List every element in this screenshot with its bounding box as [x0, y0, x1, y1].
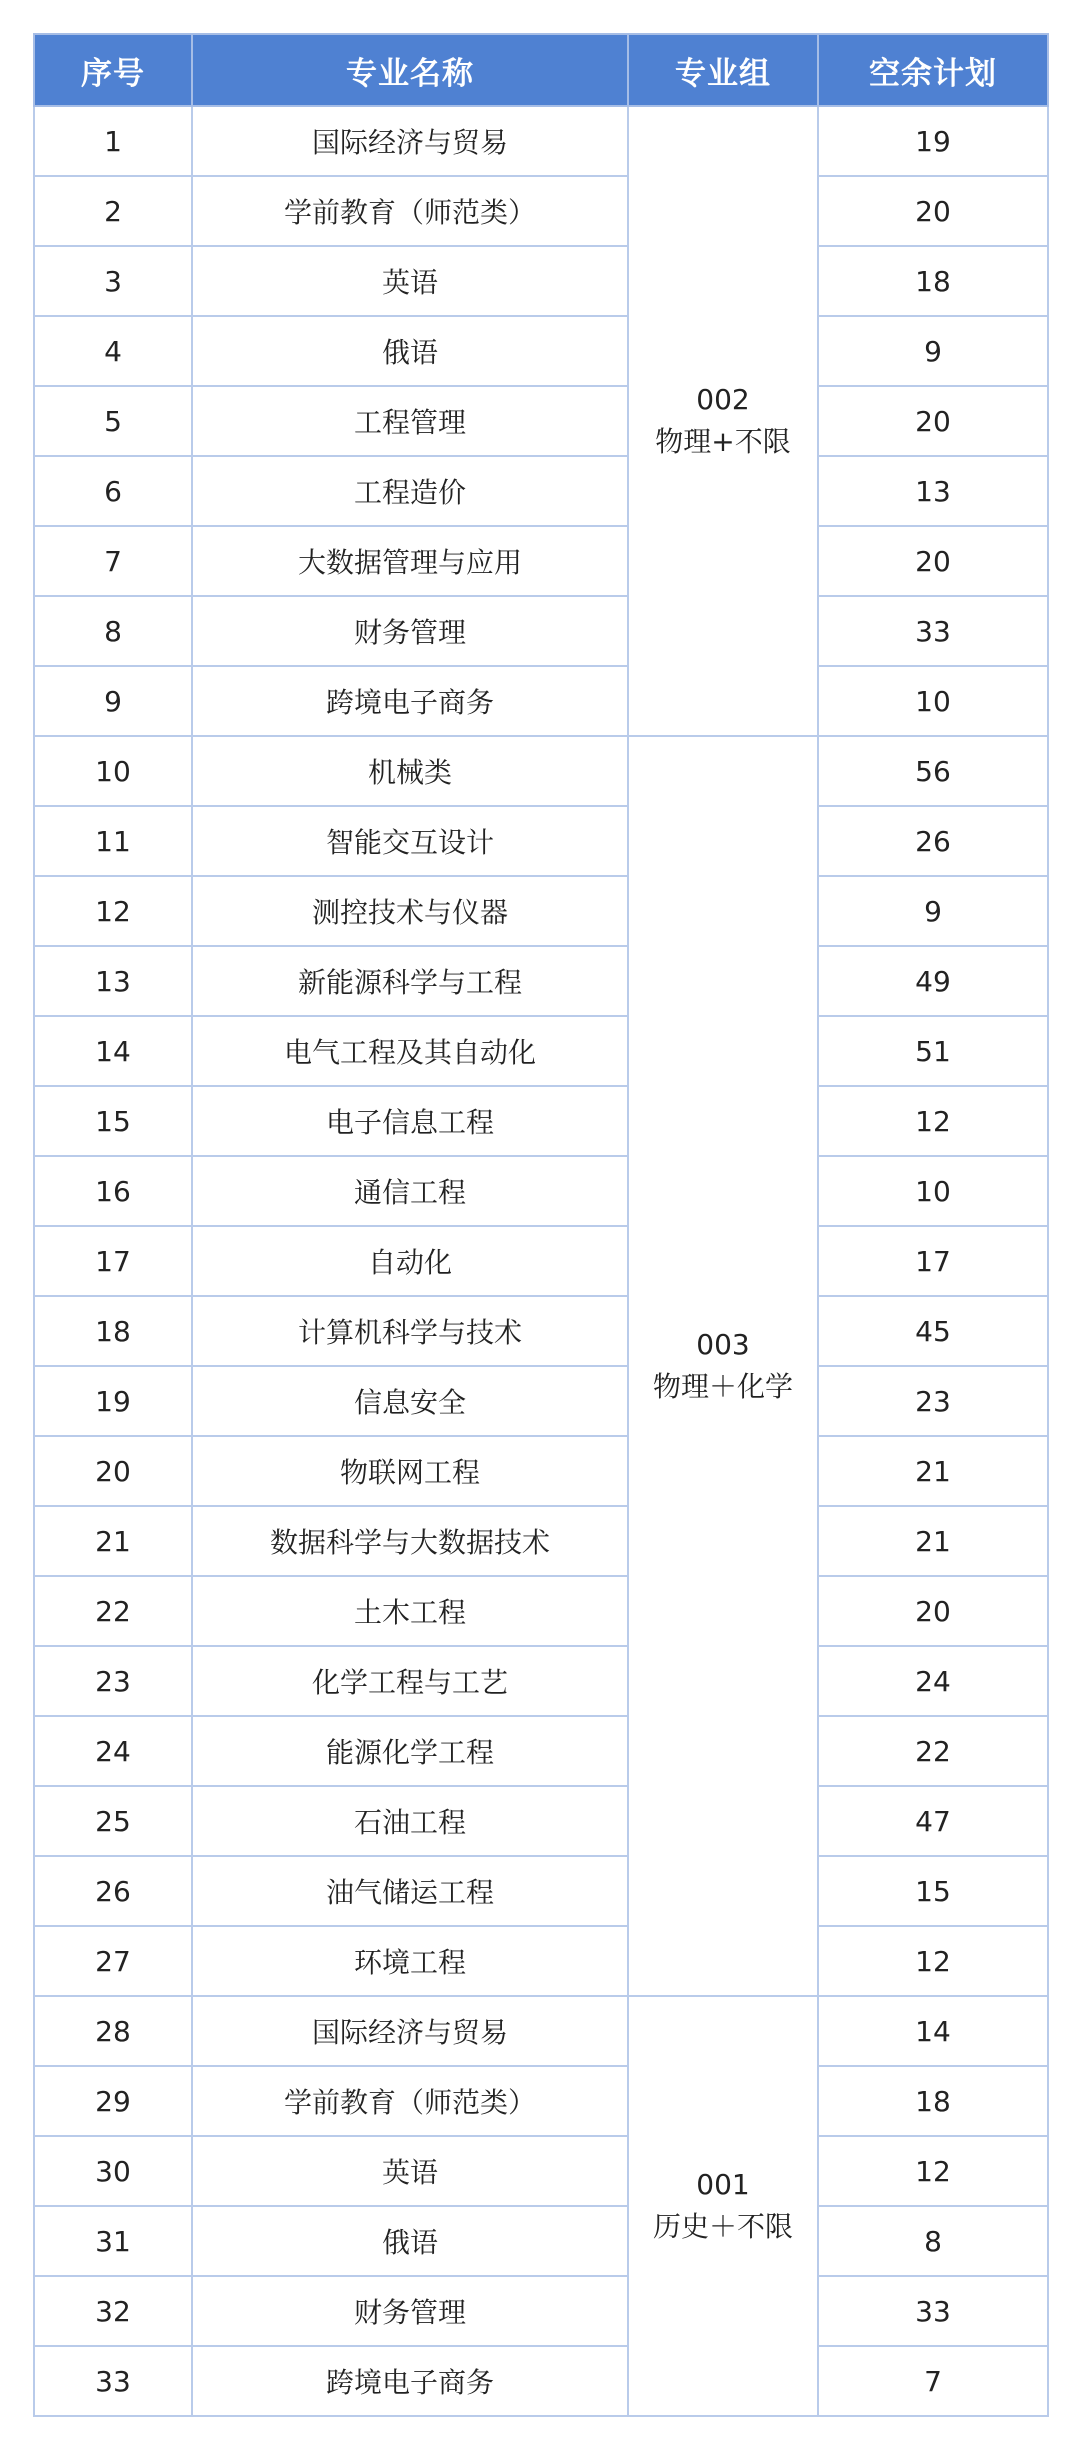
group-subjects: 物理+不限: [655, 425, 791, 458]
group-code: 001: [696, 2168, 750, 2201]
table-row: [34, 1786, 1048, 1856]
serial-number-cell: 16: [34, 1156, 192, 1226]
major-name-cell: 智能交互设计: [192, 806, 628, 876]
table-row: [34, 2346, 1048, 2416]
major-name-cell: 测控技术与仪器: [192, 876, 628, 946]
table-row: [34, 876, 1048, 946]
major-name-cell: 石油工程: [192, 1786, 628, 1856]
major-name-cell: 俄语: [192, 316, 628, 386]
remaining-plan-cell: 21: [818, 1436, 1048, 1506]
major-name-cell: 学前教育（师范类）: [192, 176, 628, 246]
major-name-cell: 跨境电子商务: [192, 2346, 628, 2416]
major-name-cell: 俄语: [192, 2206, 628, 2276]
table-row: [34, 1436, 1048, 1506]
serial-number-cell: 28: [34, 1996, 192, 2066]
major-name-cell: 工程管理: [192, 386, 628, 456]
remaining-plan-cell: 7: [818, 2346, 1048, 2416]
remaining-plan-cell: 9: [818, 316, 1048, 386]
majors-table-container: [33, 33, 1047, 2417]
serial-number-cell: 2: [34, 176, 192, 246]
table-row: [34, 806, 1048, 876]
major-name-cell: 物联网工程: [192, 1436, 628, 1506]
table-row: [34, 2276, 1048, 2346]
header-row: [34, 34, 1048, 106]
header-major-name: 专业名称: [192, 34, 628, 106]
table-row: [34, 596, 1048, 666]
serial-number-cell: 19: [34, 1366, 192, 1436]
remaining-plan-cell: 20: [818, 1576, 1048, 1646]
major-name-cell: 电气工程及其自动化: [192, 1016, 628, 1086]
major-name-cell: 计算机科学与技术: [192, 1296, 628, 1366]
serial-number-cell: 22: [34, 1576, 192, 1646]
table-row: [34, 456, 1048, 526]
major-name-cell: 财务管理: [192, 2276, 628, 2346]
major-name-cell: 通信工程: [192, 1156, 628, 1226]
table-row: [34, 2066, 1048, 2136]
table-row: [34, 1646, 1048, 1716]
serial-number-cell: 30: [34, 2136, 192, 2206]
remaining-plan-cell: 12: [818, 1086, 1048, 1156]
serial-number-cell: 7: [34, 526, 192, 596]
table-row: [34, 946, 1048, 1016]
serial-number-cell: 13: [34, 946, 192, 1016]
remaining-plan-cell: 24: [818, 1646, 1048, 1716]
table-row: [34, 1366, 1048, 1436]
major-name-cell: 英语: [192, 246, 628, 316]
remaining-plan-cell: 56: [818, 736, 1048, 806]
header-serial-number: 序号: [34, 34, 192, 106]
table-row: [34, 316, 1048, 386]
remaining-plan-cell: 51: [818, 1016, 1048, 1086]
remaining-plan-cell: 49: [818, 946, 1048, 1016]
remaining-plan-cell: 47: [818, 1786, 1048, 1856]
serial-number-cell: 5: [34, 386, 192, 456]
serial-number-cell: 21: [34, 1506, 192, 1576]
table-row: [34, 2206, 1048, 2276]
table-header: [34, 34, 1048, 106]
remaining-plan-cell: 26: [818, 806, 1048, 876]
table-row: [34, 1576, 1048, 1646]
major-name-cell: 工程造价: [192, 456, 628, 526]
serial-number-cell: 8: [34, 596, 192, 666]
table-row: [34, 1296, 1048, 1366]
serial-number-cell: 14: [34, 1016, 192, 1086]
remaining-plan-cell: 20: [818, 526, 1048, 596]
major-name-cell: 学前教育（师范类）: [192, 2066, 628, 2136]
serial-number-cell: 17: [34, 1226, 192, 1296]
major-name-cell: 财务管理: [192, 596, 628, 666]
serial-number-cell: 23: [34, 1646, 192, 1716]
major-name-cell: 土木工程: [192, 1576, 628, 1646]
serial-number-cell: 24: [34, 1716, 192, 1786]
major-name-cell: 跨境电子商务: [192, 666, 628, 736]
remaining-plan-cell: 9: [818, 876, 1048, 946]
serial-number-cell: 20: [34, 1436, 192, 1506]
remaining-plan-cell: 13: [818, 456, 1048, 526]
table-row: [34, 1156, 1048, 1226]
header-remaining-plan: 空余计划: [818, 34, 1048, 106]
remaining-plan-cell: 14: [818, 1996, 1048, 2066]
remaining-plan-cell: 17: [818, 1226, 1048, 1296]
remaining-plan-cell: 10: [818, 666, 1048, 736]
major-name-cell: 电子信息工程: [192, 1086, 628, 1156]
major-group-cell: [628, 736, 818, 1996]
major-name-cell: 国际经济与贸易: [192, 1996, 628, 2066]
table-row: [34, 1996, 1048, 2066]
serial-number-cell: 33: [34, 2346, 192, 2416]
remaining-plan-cell: 33: [818, 596, 1048, 666]
remaining-plan-cell: 22: [818, 1716, 1048, 1786]
remaining-plan-cell: 20: [818, 386, 1048, 456]
serial-number-cell: 12: [34, 876, 192, 946]
majors-table: [33, 33, 1049, 2417]
serial-number-cell: 29: [34, 2066, 192, 2136]
remaining-plan-cell: 19: [818, 106, 1048, 176]
serial-number-cell: 9: [34, 666, 192, 736]
major-name-cell: 新能源科学与工程: [192, 946, 628, 1016]
major-name-cell: 化学工程与工艺: [192, 1646, 628, 1716]
table-row: [34, 1086, 1048, 1156]
table-body: [34, 106, 1048, 2416]
remaining-plan-cell: 23: [818, 1366, 1048, 1436]
major-name-cell: 油气储运工程: [192, 1856, 628, 1926]
remaining-plan-cell: 15: [818, 1856, 1048, 1926]
major-name-cell: 信息安全: [192, 1366, 628, 1436]
group-subjects: 物理＋化学: [652, 1370, 793, 1403]
remaining-plan-cell: 12: [818, 1926, 1048, 1996]
remaining-plan-cell: 20: [818, 176, 1048, 246]
major-group-cell: [628, 106, 818, 736]
remaining-plan-cell: 33: [818, 2276, 1048, 2346]
remaining-plan-cell: 12: [818, 2136, 1048, 2206]
table-row: [34, 176, 1048, 246]
table-row: [34, 1506, 1048, 1576]
group-code: 003: [696, 1328, 750, 1361]
remaining-plan-cell: 8: [818, 2206, 1048, 2276]
serial-number-cell: 15: [34, 1086, 192, 1156]
major-name-cell: 自动化: [192, 1226, 628, 1296]
table-row: [34, 1016, 1048, 1086]
table-row: [34, 106, 1048, 176]
group-code: 002: [696, 383, 750, 416]
major-name-cell: 国际经济与贸易: [192, 106, 628, 176]
serial-number-cell: 11: [34, 806, 192, 876]
table-row: [34, 666, 1048, 736]
serial-number-cell: 26: [34, 1856, 192, 1926]
table-row: [34, 2136, 1048, 2206]
table-row: [34, 1856, 1048, 1926]
serial-number-cell: 25: [34, 1786, 192, 1856]
major-group-cell: [628, 1996, 818, 2416]
serial-number-cell: 27: [34, 1926, 192, 1996]
serial-number-cell: 4: [34, 316, 192, 386]
table-row: [34, 386, 1048, 456]
serial-number-cell: 1: [34, 106, 192, 176]
table-row: [34, 1716, 1048, 1786]
major-name-cell: 数据科学与大数据技术: [192, 1506, 628, 1576]
major-name-cell: 机械类: [192, 736, 628, 806]
table-row: [34, 736, 1048, 806]
table-row: [34, 1226, 1048, 1296]
serial-number-cell: 3: [34, 246, 192, 316]
remaining-plan-cell: 21: [818, 1506, 1048, 1576]
remaining-plan-cell: 45: [818, 1296, 1048, 1366]
major-name-cell: 环境工程: [192, 1926, 628, 1996]
table-row: [34, 246, 1048, 316]
remaining-plan-cell: 18: [818, 2066, 1048, 2136]
major-name-cell: 英语: [192, 2136, 628, 2206]
serial-number-cell: 18: [34, 1296, 192, 1366]
serial-number-cell: 6: [34, 456, 192, 526]
major-name-cell: 大数据管理与应用: [192, 526, 628, 596]
serial-number-cell: 31: [34, 2206, 192, 2276]
table-row: [34, 526, 1048, 596]
remaining-plan-cell: 18: [818, 246, 1048, 316]
header-major-group: 专业组: [628, 34, 818, 106]
group-subjects: 历史＋不限: [652, 2210, 793, 2243]
remaining-plan-cell: 10: [818, 1156, 1048, 1226]
table-row: [34, 1926, 1048, 1996]
serial-number-cell: 10: [34, 736, 192, 806]
serial-number-cell: 32: [34, 2276, 192, 2346]
major-name-cell: 能源化学工程: [192, 1716, 628, 1786]
